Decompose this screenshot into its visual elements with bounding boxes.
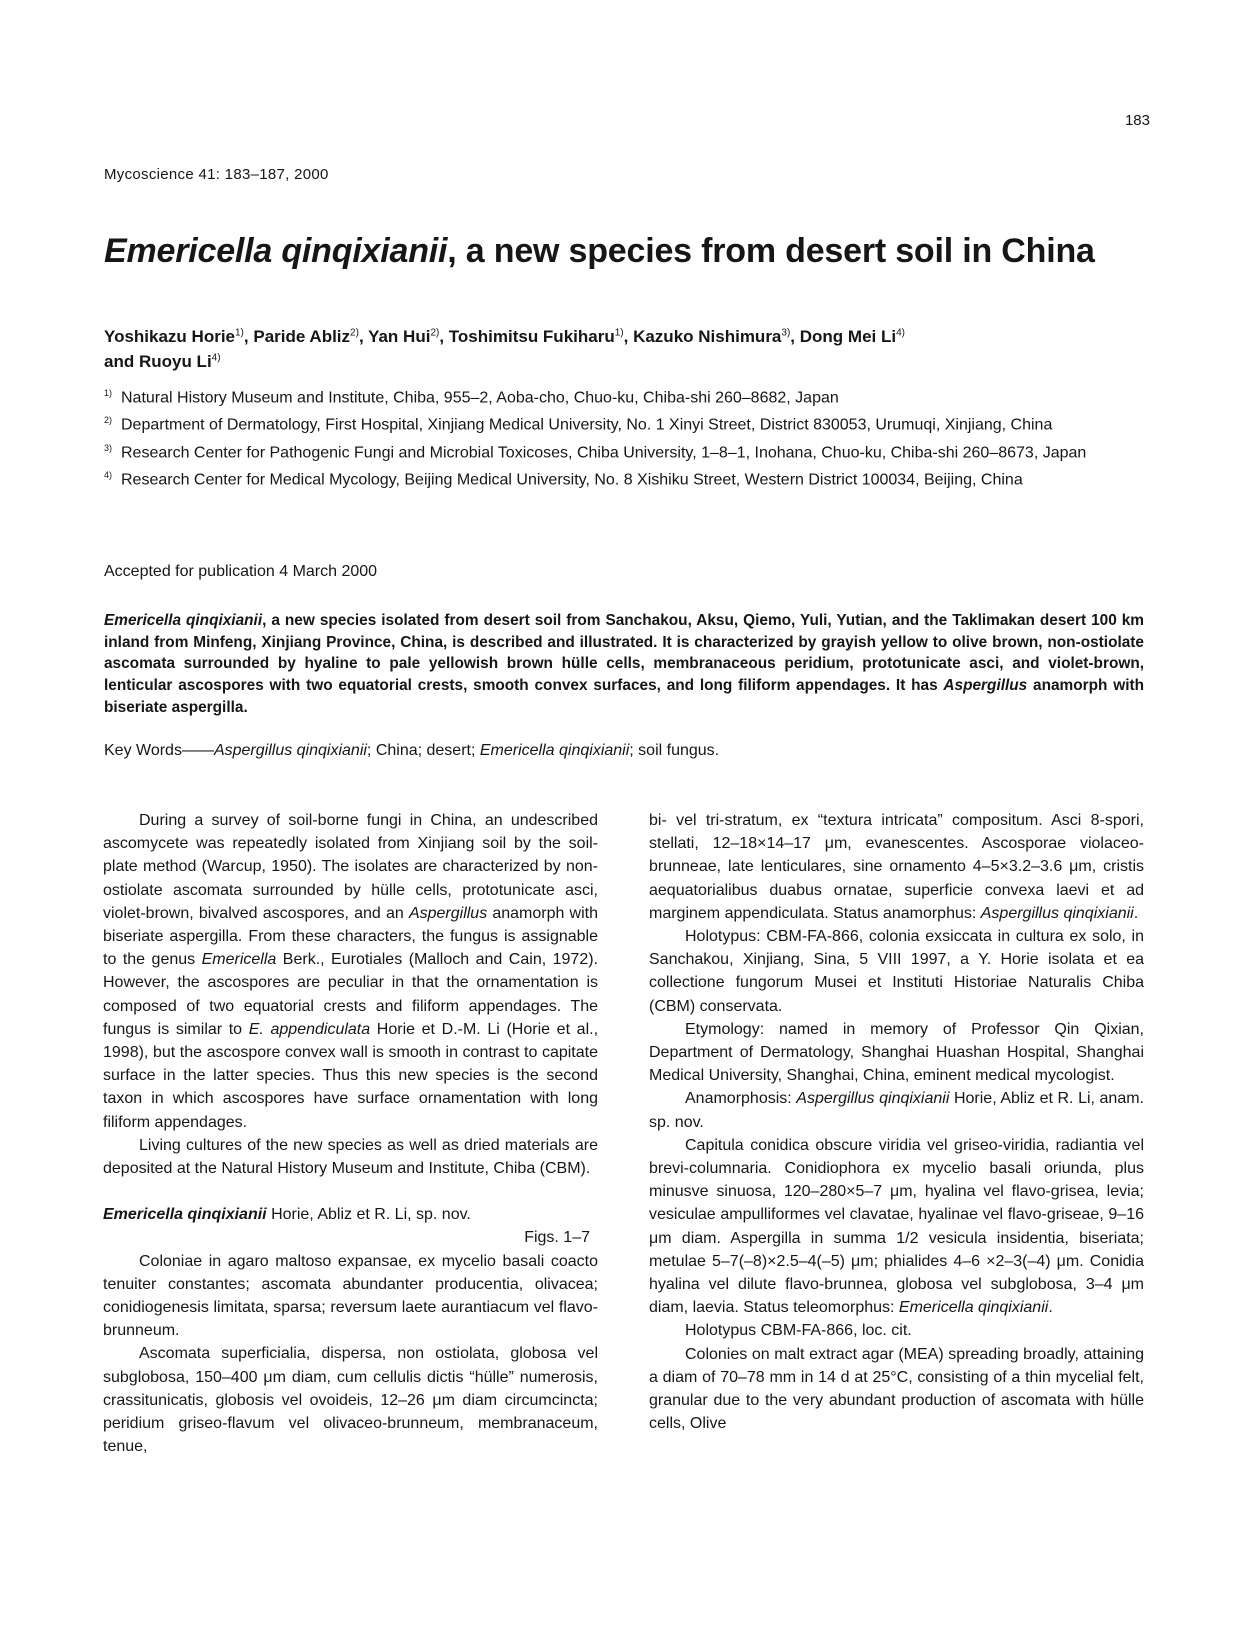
- paragraph: Coloniae in agaro maltoso expansae, ex mycelio basali coacto tenuiter constantes; ascomata abundanter producentia, olivacea; conidiogenesis limitata, sparsa; reversum laete aurantiacum vel flavo-brunneum.: [103, 1252, 598, 1340]
- figure-reference: Figs. 1–7: [524, 1229, 590, 1247]
- paragraph: During a survey of soil-borne fungi in China, an undescribed ascomycete was repeatedly isolated from Xinjiang soil by the soil-plate method (Warcup, 1950). The isolates are characterized by non-ostiolate ascomata surrounded by hülle cells, prototunicate asci, violet-brown, bivalved ascospores, and an Aspergillus anamorph with biseriate aspergilla. From these characters, the fungus is assignable to the genus Emericella Berk., Eurotiales (Malloch and Cain, 1972). However, the ascospores are peculiar in that the ornamentation is composed of two equatorial crests and filiform appendages. The fungus is similar to E. appendiculata Horie et D.-M. Li (Horie et al., 1998), but the ascospore convex wall is smooth in contrast to capitate surface in the latter species. Thus this new species is the second taxon in which ascospores have surface ornamentation with long filiform appendages.: [103, 812, 599, 1131]
- author: Yan Hui$^{2)}$,: [368, 326, 449, 346]
- author: Kazuko Nishimura$^{3)}$,: [633, 326, 800, 346]
- paragraph: bi- vel tri-stratum, ex “textura intricata” compositum. Asci 8-spori, stellati, 12–18×14–17 μm, evanescentes. Ascosporae violaceo-brunneae, late lenticulares, sine ornamento 4–5×3.2–3.6 μm, cristis aequatorialibus duabus ornatae, superficie convexa laevi et ad marginem appendiculata. Status anamorphus: Aspergillus qinqixianii.: [649, 812, 1144, 922]
- article-title: [104, 232, 1095, 271]
- body-column-left: [103, 809, 598, 1458]
- paragraph: Capitula conidica obscure viridia vel griseo-viridia, radiantia vel brevi-columnaria. Conidiophora ex mycelio basali oriunda, plus minusve sinuosa, 120–280×5–7 μm, hyalina vel flavo-grisea, levia; vesiculae ampulliformes vel clavatae, hyalinae vel flavo-griseae, 9–16 μm diam. Aspergilla in summa 1/2 vesicula insidentia, biseriata; metulae 5–7(–8)×2.5–4(–5) μm; phialides 4–6 ×2–3(–4) μm. Conidia hyalina vel dilute flavo-brunnea, globosa vel subglobosa, 3–4 μm diam, laevia. Status teleomorphus: Emericella qinqixianii.: [649, 1136, 1144, 1317]
- paragraph: Holotypus CBM-FA-866, loc. cit.: [685, 1322, 912, 1340]
- author-list: [104, 322, 1144, 373]
- affiliation: $^{4)}$ Research Center for Medical Mycology, Beijing Medical University, No. 8 Xishiku Street, Western District 100034, Beijing, China: [104, 469, 1023, 489]
- author: Toshimitsu Fukiharu$^{1)}$,: [448, 326, 634, 346]
- page-number: 183: [1124, 112, 1150, 129]
- species-heading: Emericella qinqixianii Horie, Abliz et R. Li, sp. nov.: [103, 1206, 471, 1224]
- journal-citation: Mycoscience 41: 183–187, 2000: [104, 166, 329, 183]
- paragraph: Anamorphosis: Aspergillus qinqixianii Horie, Abliz et R. Li, anam. sp. nov.: [649, 1090, 1144, 1131]
- affiliation: $^{2)}$ Department of Dermatology, First Hospital, Xinjiang Medical University, No. 1 Xinyi Street, District 830053, Urumuqi, Xinjiang, China: [104, 415, 1053, 434]
- title-species: Emericella qinqixianii: [104, 232, 448, 270]
- paragraph: Living cultures of the new species as well as dried materials are deposited at the Natural History Museum and Institute, Chiba (CBM).: [103, 1136, 598, 1178]
- author: Dong Mei Li$^{4)}$: [799, 326, 905, 346]
- abstract: Emericella qinqixianii, a new species isolated from desert soil from Sanchakou, Aksu, Qiemo, Yuli, Yutian, and the Taklimakan desert 100 km inland from Minfeng, Xinjiang Province, China, is described and illustrated. It is characterized by grayish yellow to olive brown, non-ostiolate ascomata surrounded by hyaline to pale yellowish brown hülle cells, membranaceous peridium, prototunicate asci, and violet-brown, lenticular ascospores with two equatorial crests, smooth convex surfaces, and long filiform appendages. It has Aspergillus anamorph with biseriate aspergilla.: [104, 612, 1144, 716]
- author: Paride Abliz$^{2)}$,: [253, 326, 369, 346]
- affiliation: $^{1)}$ Natural History Museum and Institute, Chiba, 955–2, Aoba-cho, Chuo-ku, Chiba-shi 260–8682, Japan: [104, 388, 839, 407]
- affiliation: $^{3)}$ Research Center for Pathogenic Fungi and Microbial Toxicoses, Chiba University, 1–8–1, Inohana, Chuo-ku, Chiba-shi 260–8673, Japan: [104, 442, 1087, 461]
- author: and Ruoyu Li$^{4)}$: [104, 352, 221, 372]
- affiliation-list: [104, 382, 1144, 491]
- paragraph: Holotypus: CBM-FA-866, colonia exsiccata in cultura ex solo, in Sanchakou, Xinjiang, Sina, 5 VIII 1997, a Y. Horie isolata et ea collectione fungorum Musei et Instituti Historiae Naturalis Chiba (CBM) conservata.: [649, 928, 1144, 1015]
- paragraph: Etymology: named in memory of Professor Qin Qixian, Department of Dermatology, Shanghai Huashan Hospital, Shanghai Medical University, Shanghai, China, eminent medical mycologist.: [649, 1020, 1144, 1085]
- body-column-right: [649, 809, 1144, 1435]
- accepted-date: Accepted for publication 4 March 2000: [104, 563, 378, 580]
- paragraph: Colonies on malt extract agar (MEA) spreading broadly, attaining a diam of 70–78 mm in 14 d at 25°C, consisting of a thin mycelial felt, granular due to the very abundant production of ascomata with hülle cells, Olive: [649, 1345, 1144, 1433]
- author: Yoshikazu Horie$^{1)}$,: [104, 326, 254, 346]
- keywords: Key Words——Aspergillus qinqixianii; China; desert; Emericella qinqixianii; soil fungus.: [104, 742, 720, 759]
- title-rest: , a new species from desert soil in China: [447, 232, 1095, 270]
- paragraph: Ascomata superficialia, dispersa, non ostiolata, globosa vel subglobosa, 150–400 μm diam, cum cellulis dictis “hülle” numerosis, crassitunicatis, globosis vel ovoideis, 12–26 μm diam circumcincta; peridium griseo-flavum vel olivaceo-brunneum, membranaceum, tenue,: [103, 1345, 598, 1456]
